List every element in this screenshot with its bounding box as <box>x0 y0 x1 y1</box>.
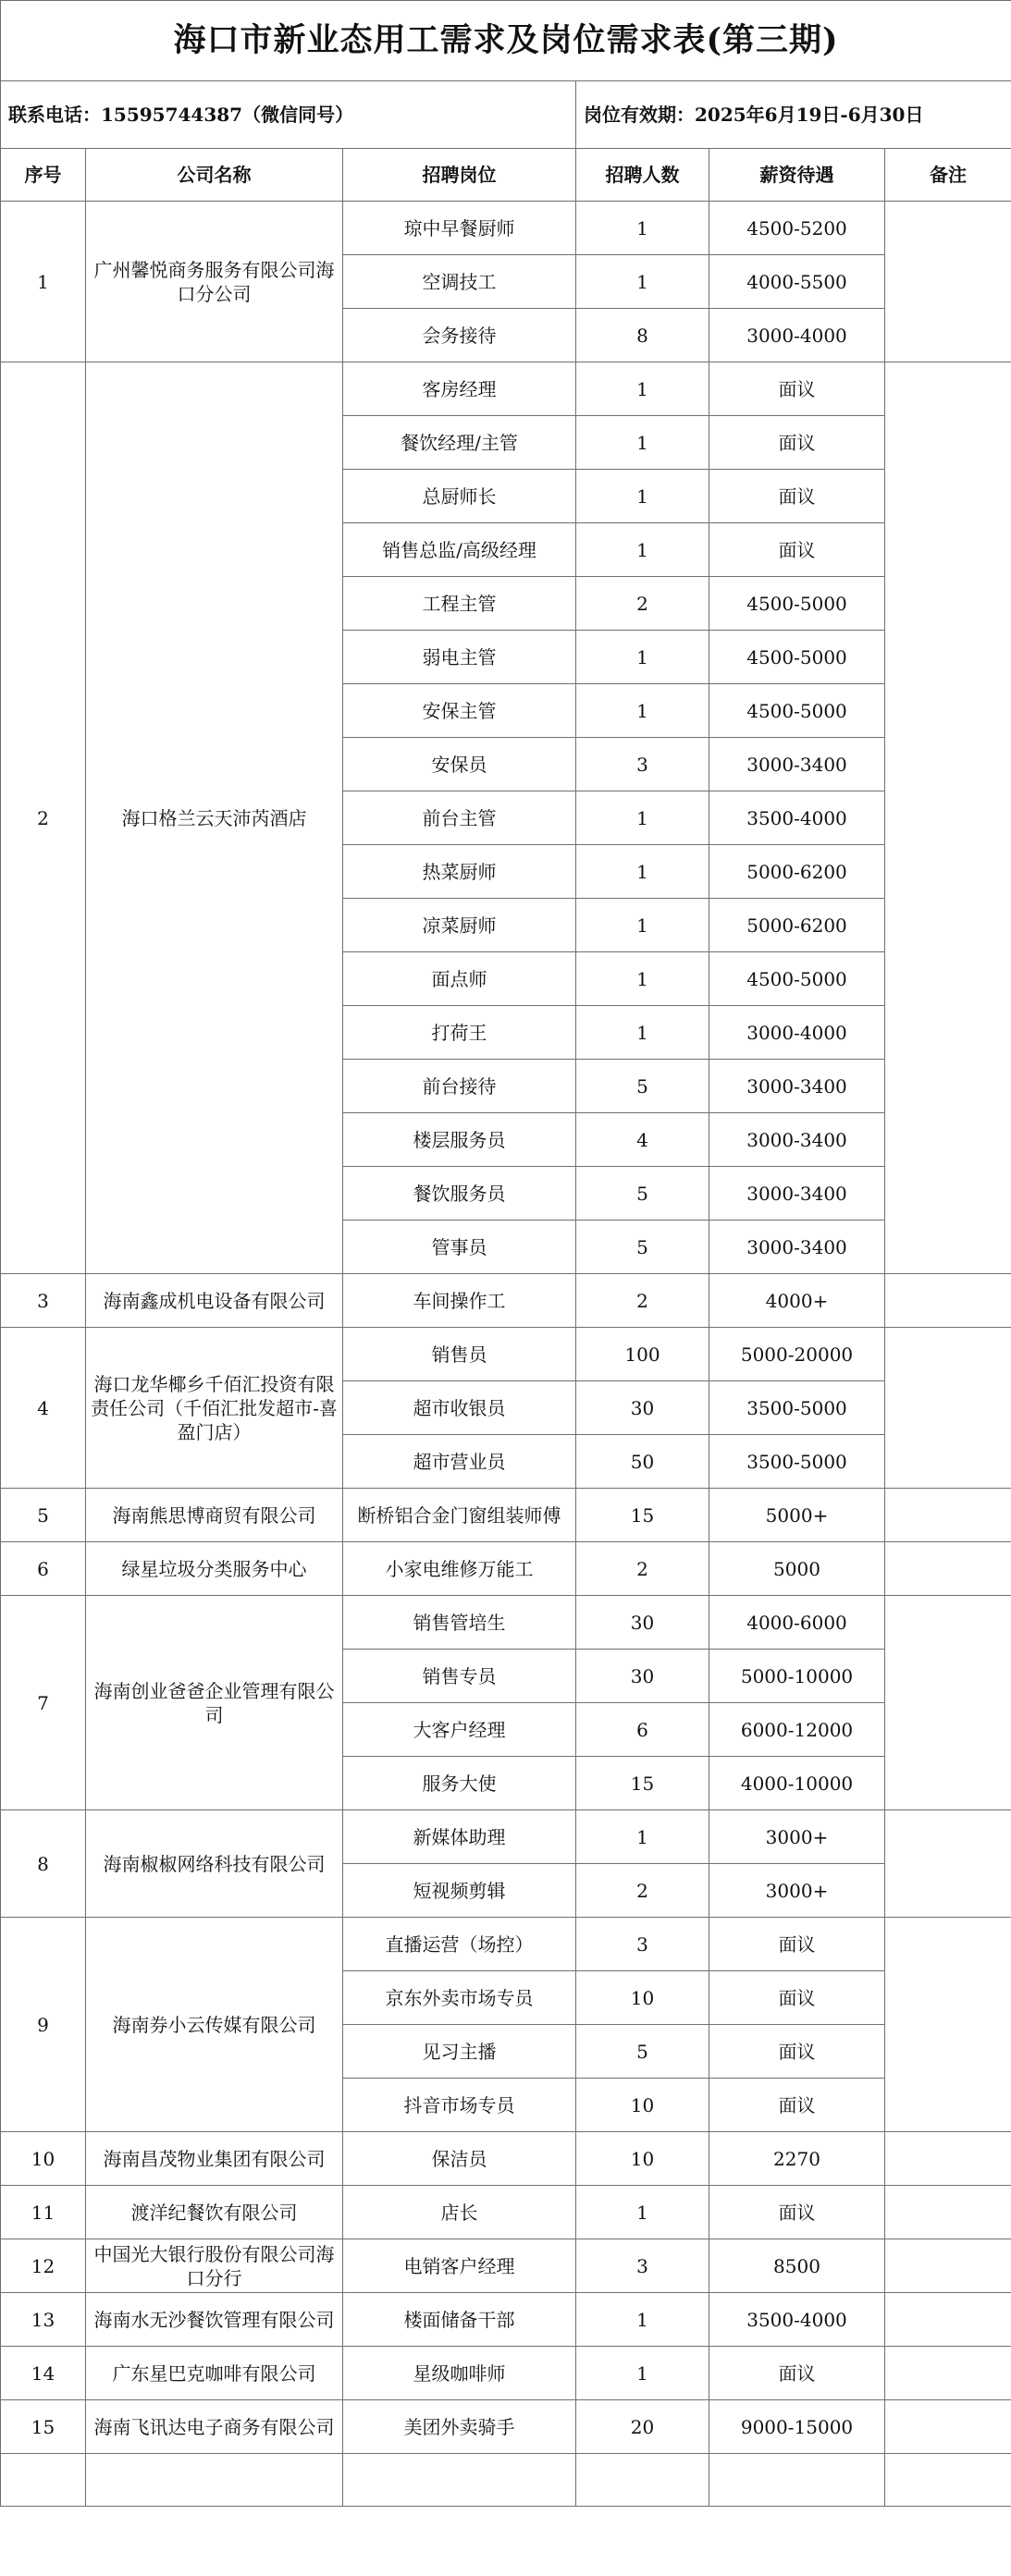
job-note <box>885 2239 1011 2293</box>
job-salary: 3000+ <box>709 1810 885 1864</box>
job-count: 6 <box>576 1703 709 1757</box>
table-row <box>1 2400 1011 2454</box>
job-salary: 5000-6200 <box>709 845 885 899</box>
table-row <box>1 2132 1011 2186</box>
job-position: 销售管培生 <box>343 1596 576 1650</box>
header-note: 备注 <box>885 149 1011 202</box>
table-row <box>1 202 1011 255</box>
table-row <box>1 2239 1011 2293</box>
empty-cell <box>343 2454 576 2507</box>
row-number: 7 <box>1 1596 86 1810</box>
job-count: 20 <box>576 2400 709 2454</box>
job-salary: 3500-4000 <box>709 791 885 845</box>
table-row <box>1 2186 1011 2239</box>
job-salary: 8500 <box>709 2239 885 2293</box>
table-row <box>1 1596 1011 1650</box>
contact-phone: 联系电话：15595744387（微信同号） <box>1 81 576 149</box>
empty-cell <box>576 2454 709 2507</box>
job-count: 5 <box>576 1167 709 1221</box>
job-position: 新媒体助理 <box>343 1810 576 1864</box>
job-position: 凉菜厨师 <box>343 899 576 952</box>
job-note <box>885 202 1011 362</box>
job-position: 空调技工 <box>343 255 576 309</box>
job-position: 餐饮经理/主管 <box>343 416 576 470</box>
empty-row <box>1 2454 1011 2507</box>
job-note <box>885 1328 1011 1489</box>
job-count: 30 <box>576 1596 709 1650</box>
row-number: 2 <box>1 362 86 1274</box>
job-salary: 4500-5000 <box>709 631 885 684</box>
job-salary: 6000-12000 <box>709 1703 885 1757</box>
job-count: 1 <box>576 2293 709 2347</box>
job-salary: 4000+ <box>709 1274 885 1328</box>
job-note <box>885 1274 1011 1328</box>
job-position: 京东外卖市场专员 <box>343 1971 576 2025</box>
row-number: 13 <box>1 2293 86 2347</box>
row-number: 1 <box>1 202 86 362</box>
job-position: 销售员 <box>343 1328 576 1381</box>
company-name: 海南鑫成机电设备有限公司 <box>86 1274 343 1328</box>
job-count: 50 <box>576 1435 709 1489</box>
job-salary: 4500-5000 <box>709 577 885 631</box>
job-salary: 面议 <box>709 523 885 577</box>
job-salary: 3500-5000 <box>709 1381 885 1435</box>
company-name: 中国光大银行股份有限公司海口分行 <box>86 2239 343 2293</box>
job-position: 楼面储备干部 <box>343 2293 576 2347</box>
job-salary: 3500-4000 <box>709 2293 885 2347</box>
header-row <box>1 149 1011 202</box>
job-salary: 3500-5000 <box>709 1435 885 1489</box>
job-salary: 4500-5000 <box>709 952 885 1006</box>
job-count: 2 <box>576 1274 709 1328</box>
job-salary: 面议 <box>709 2025 885 2079</box>
job-count: 30 <box>576 1381 709 1435</box>
company-name: 海口龙华椰乡千佰汇投资有限责任公司（千佰汇批发超市-喜盈门店） <box>86 1328 343 1489</box>
job-count: 8 <box>576 309 709 362</box>
job-count: 1 <box>576 952 709 1006</box>
job-position: 总厨师长 <box>343 470 576 523</box>
job-count: 30 <box>576 1650 709 1703</box>
job-salary: 面议 <box>709 362 885 416</box>
job-count: 1 <box>576 523 709 577</box>
job-position: 大客户经理 <box>343 1703 576 1757</box>
company-name: 渡洋纪餐饮有限公司 <box>86 2186 343 2239</box>
row-number: 6 <box>1 1542 86 1596</box>
job-position: 电销客户经理 <box>343 2239 576 2293</box>
job-note <box>885 1596 1011 1810</box>
job-position: 服务大使 <box>343 1757 576 1810</box>
company-name: 海南水无沙餐饮管理有限公司 <box>86 2293 343 2347</box>
job-count: 1 <box>576 255 709 309</box>
job-count: 1 <box>576 470 709 523</box>
row-number: 14 <box>1 2347 86 2400</box>
job-salary: 面议 <box>709 2347 885 2400</box>
job-salary: 5000 <box>709 1542 885 1596</box>
job-salary: 3000+ <box>709 1864 885 1918</box>
job-position: 销售总监/高级经理 <box>343 523 576 577</box>
row-number: 15 <box>1 2400 86 2454</box>
job-salary: 面议 <box>709 1918 885 1971</box>
company-name: 广州馨悦商务服务有限公司海口分公司 <box>86 202 343 362</box>
job-count: 4 <box>576 1113 709 1167</box>
row-number: 4 <box>1 1328 86 1489</box>
job-count: 3 <box>576 738 709 791</box>
job-position: 热菜厨师 <box>343 845 576 899</box>
job-salary: 3000-4000 <box>709 1006 885 1060</box>
job-position: 安保员 <box>343 738 576 791</box>
row-number: 10 <box>1 2132 86 2186</box>
job-salary: 3000-3400 <box>709 1221 885 1274</box>
job-count: 1 <box>576 899 709 952</box>
job-note <box>885 1542 1011 1596</box>
empty-cell <box>86 2454 343 2507</box>
job-count: 1 <box>576 2186 709 2239</box>
job-salary: 5000+ <box>709 1489 885 1542</box>
job-position: 美团外卖骑手 <box>343 2400 576 2454</box>
job-position: 管事员 <box>343 1221 576 1274</box>
company-name: 海南熊思博商贸有限公司 <box>86 1489 343 1542</box>
table-row <box>1 362 1011 416</box>
job-salary: 4000-6000 <box>709 1596 885 1650</box>
job-salary: 面议 <box>709 2186 885 2239</box>
job-salary: 4500-5000 <box>709 684 885 738</box>
job-position: 保洁员 <box>343 2132 576 2186</box>
company-name: 海口格兰云天沛芮酒店 <box>86 362 343 1274</box>
job-salary: 面议 <box>709 1971 885 2025</box>
job-count: 10 <box>576 2132 709 2186</box>
job-position: 面点师 <box>343 952 576 1006</box>
page-title: 海口市新业态用工需求及岗位需求表(第三期) <box>1 1 1011 81</box>
job-count: 5 <box>576 1060 709 1113</box>
job-salary: 5000-20000 <box>709 1328 885 1381</box>
company-name: 广东星巴克咖啡有限公司 <box>86 2347 343 2400</box>
job-position: 工程主管 <box>343 577 576 631</box>
job-salary: 3000-3400 <box>709 1060 885 1113</box>
job-salary: 4000-5500 <box>709 255 885 309</box>
job-position: 抖音市场专员 <box>343 2079 576 2132</box>
table-row <box>1 1328 1011 1381</box>
job-count: 1 <box>576 1810 709 1864</box>
job-position: 会务接待 <box>343 309 576 362</box>
job-position: 弱电主管 <box>343 631 576 684</box>
job-salary: 3000-3400 <box>709 1113 885 1167</box>
job-note <box>885 2400 1011 2454</box>
company-name: 海南创业爸爸企业管理有限公司 <box>86 1596 343 1810</box>
job-position: 前台接待 <box>343 1060 576 1113</box>
row-number: 5 <box>1 1489 86 1542</box>
job-position: 车间操作工 <box>343 1274 576 1328</box>
job-position: 星级咖啡师 <box>343 2347 576 2400</box>
job-count: 1 <box>576 631 709 684</box>
job-count: 10 <box>576 2079 709 2132</box>
job-position: 打荷王 <box>343 1006 576 1060</box>
row-number: 3 <box>1 1274 86 1328</box>
job-count: 1 <box>576 2347 709 2400</box>
job-count: 1 <box>576 416 709 470</box>
job-salary: 3000-3400 <box>709 738 885 791</box>
row-number: 8 <box>1 1810 86 1918</box>
job-position: 断桥铝合金门窗组装师傅 <box>343 1489 576 1542</box>
job-position: 直播运营（场控） <box>343 1918 576 1971</box>
job-count: 1 <box>576 362 709 416</box>
job-note <box>885 362 1011 1274</box>
job-count: 1 <box>576 791 709 845</box>
job-position: 店长 <box>343 2186 576 2239</box>
job-note <box>885 1918 1011 2132</box>
header-position: 招聘岗位 <box>343 149 576 202</box>
job-count: 3 <box>576 2239 709 2293</box>
job-salary: 2270 <box>709 2132 885 2186</box>
empty-cell <box>709 2454 885 2507</box>
table-row <box>1 1542 1011 1596</box>
company-name: 海南椒椒网络科技有限公司 <box>86 1810 343 1918</box>
job-note <box>885 1489 1011 1542</box>
job-count: 1 <box>576 845 709 899</box>
job-count: 1 <box>576 1006 709 1060</box>
job-position: 见习主播 <box>343 2025 576 2079</box>
job-count: 100 <box>576 1328 709 1381</box>
header-count: 招聘人数 <box>576 149 709 202</box>
job-count: 5 <box>576 2025 709 2079</box>
job-salary: 面议 <box>709 416 885 470</box>
job-position: 餐饮服务员 <box>343 1167 576 1221</box>
table-row <box>1 1274 1011 1328</box>
job-position: 安保主管 <box>343 684 576 738</box>
job-count: 3 <box>576 1918 709 1971</box>
job-count: 1 <box>576 684 709 738</box>
job-count: 2 <box>576 1864 709 1918</box>
job-note <box>885 2293 1011 2347</box>
company-name: 海南昌茂物业集团有限公司 <box>86 2132 343 2186</box>
job-count: 2 <box>576 577 709 631</box>
job-salary: 4000-10000 <box>709 1757 885 1810</box>
job-note <box>885 2132 1011 2186</box>
table-row <box>1 1810 1011 1864</box>
company-name: 海南飞讯达电子商务有限公司 <box>86 2400 343 2454</box>
job-position: 前台主管 <box>343 791 576 845</box>
header-salary: 薪资待遇 <box>709 149 885 202</box>
header-company: 公司名称 <box>86 149 343 202</box>
empty-cell <box>1 2454 86 2507</box>
job-salary: 面议 <box>709 2079 885 2132</box>
job-salary: 9000-15000 <box>709 2400 885 2454</box>
table-row <box>1 1918 1011 1971</box>
job-count: 15 <box>576 1489 709 1542</box>
job-salary: 3000-3400 <box>709 1167 885 1221</box>
company-name: 绿星垃圾分类服务中心 <box>86 1542 343 1596</box>
table-row <box>1 2347 1011 2400</box>
job-position: 超市营业员 <box>343 1435 576 1489</box>
empty-cell <box>885 2454 1011 2507</box>
job-salary: 5000-10000 <box>709 1650 885 1703</box>
job-position: 楼层服务员 <box>343 1113 576 1167</box>
job-count: 2 <box>576 1542 709 1596</box>
table-row <box>1 1489 1011 1542</box>
job-position: 小家电维修万能工 <box>343 1542 576 1596</box>
row-number: 12 <box>1 2239 86 2293</box>
job-position: 琼中早餐厨师 <box>343 202 576 255</box>
table-row <box>1 2293 1011 2347</box>
job-position: 超市收银员 <box>343 1381 576 1435</box>
job-salary: 5000-6200 <box>709 899 885 952</box>
job-note <box>885 2347 1011 2400</box>
job-count: 5 <box>576 1221 709 1274</box>
job-count: 10 <box>576 1971 709 2025</box>
validity-period: 岗位有效期：2025年6月19日-6月30日 <box>576 81 1011 149</box>
header-no: 序号 <box>1 149 86 202</box>
job-position: 客房经理 <box>343 362 576 416</box>
job-note <box>885 1810 1011 1918</box>
job-salary: 面议 <box>709 470 885 523</box>
row-number: 9 <box>1 1918 86 2132</box>
company-name: 海南券小云传媒有限公司 <box>86 1918 343 2132</box>
job-position: 短视频剪辑 <box>343 1864 576 1918</box>
job-count: 1 <box>576 202 709 255</box>
job-salary: 4500-5200 <box>709 202 885 255</box>
job-count: 15 <box>576 1757 709 1810</box>
row-number: 11 <box>1 2186 86 2239</box>
job-note <box>885 2186 1011 2239</box>
job-position: 销售专员 <box>343 1650 576 1703</box>
job-salary: 3000-4000 <box>709 309 885 362</box>
